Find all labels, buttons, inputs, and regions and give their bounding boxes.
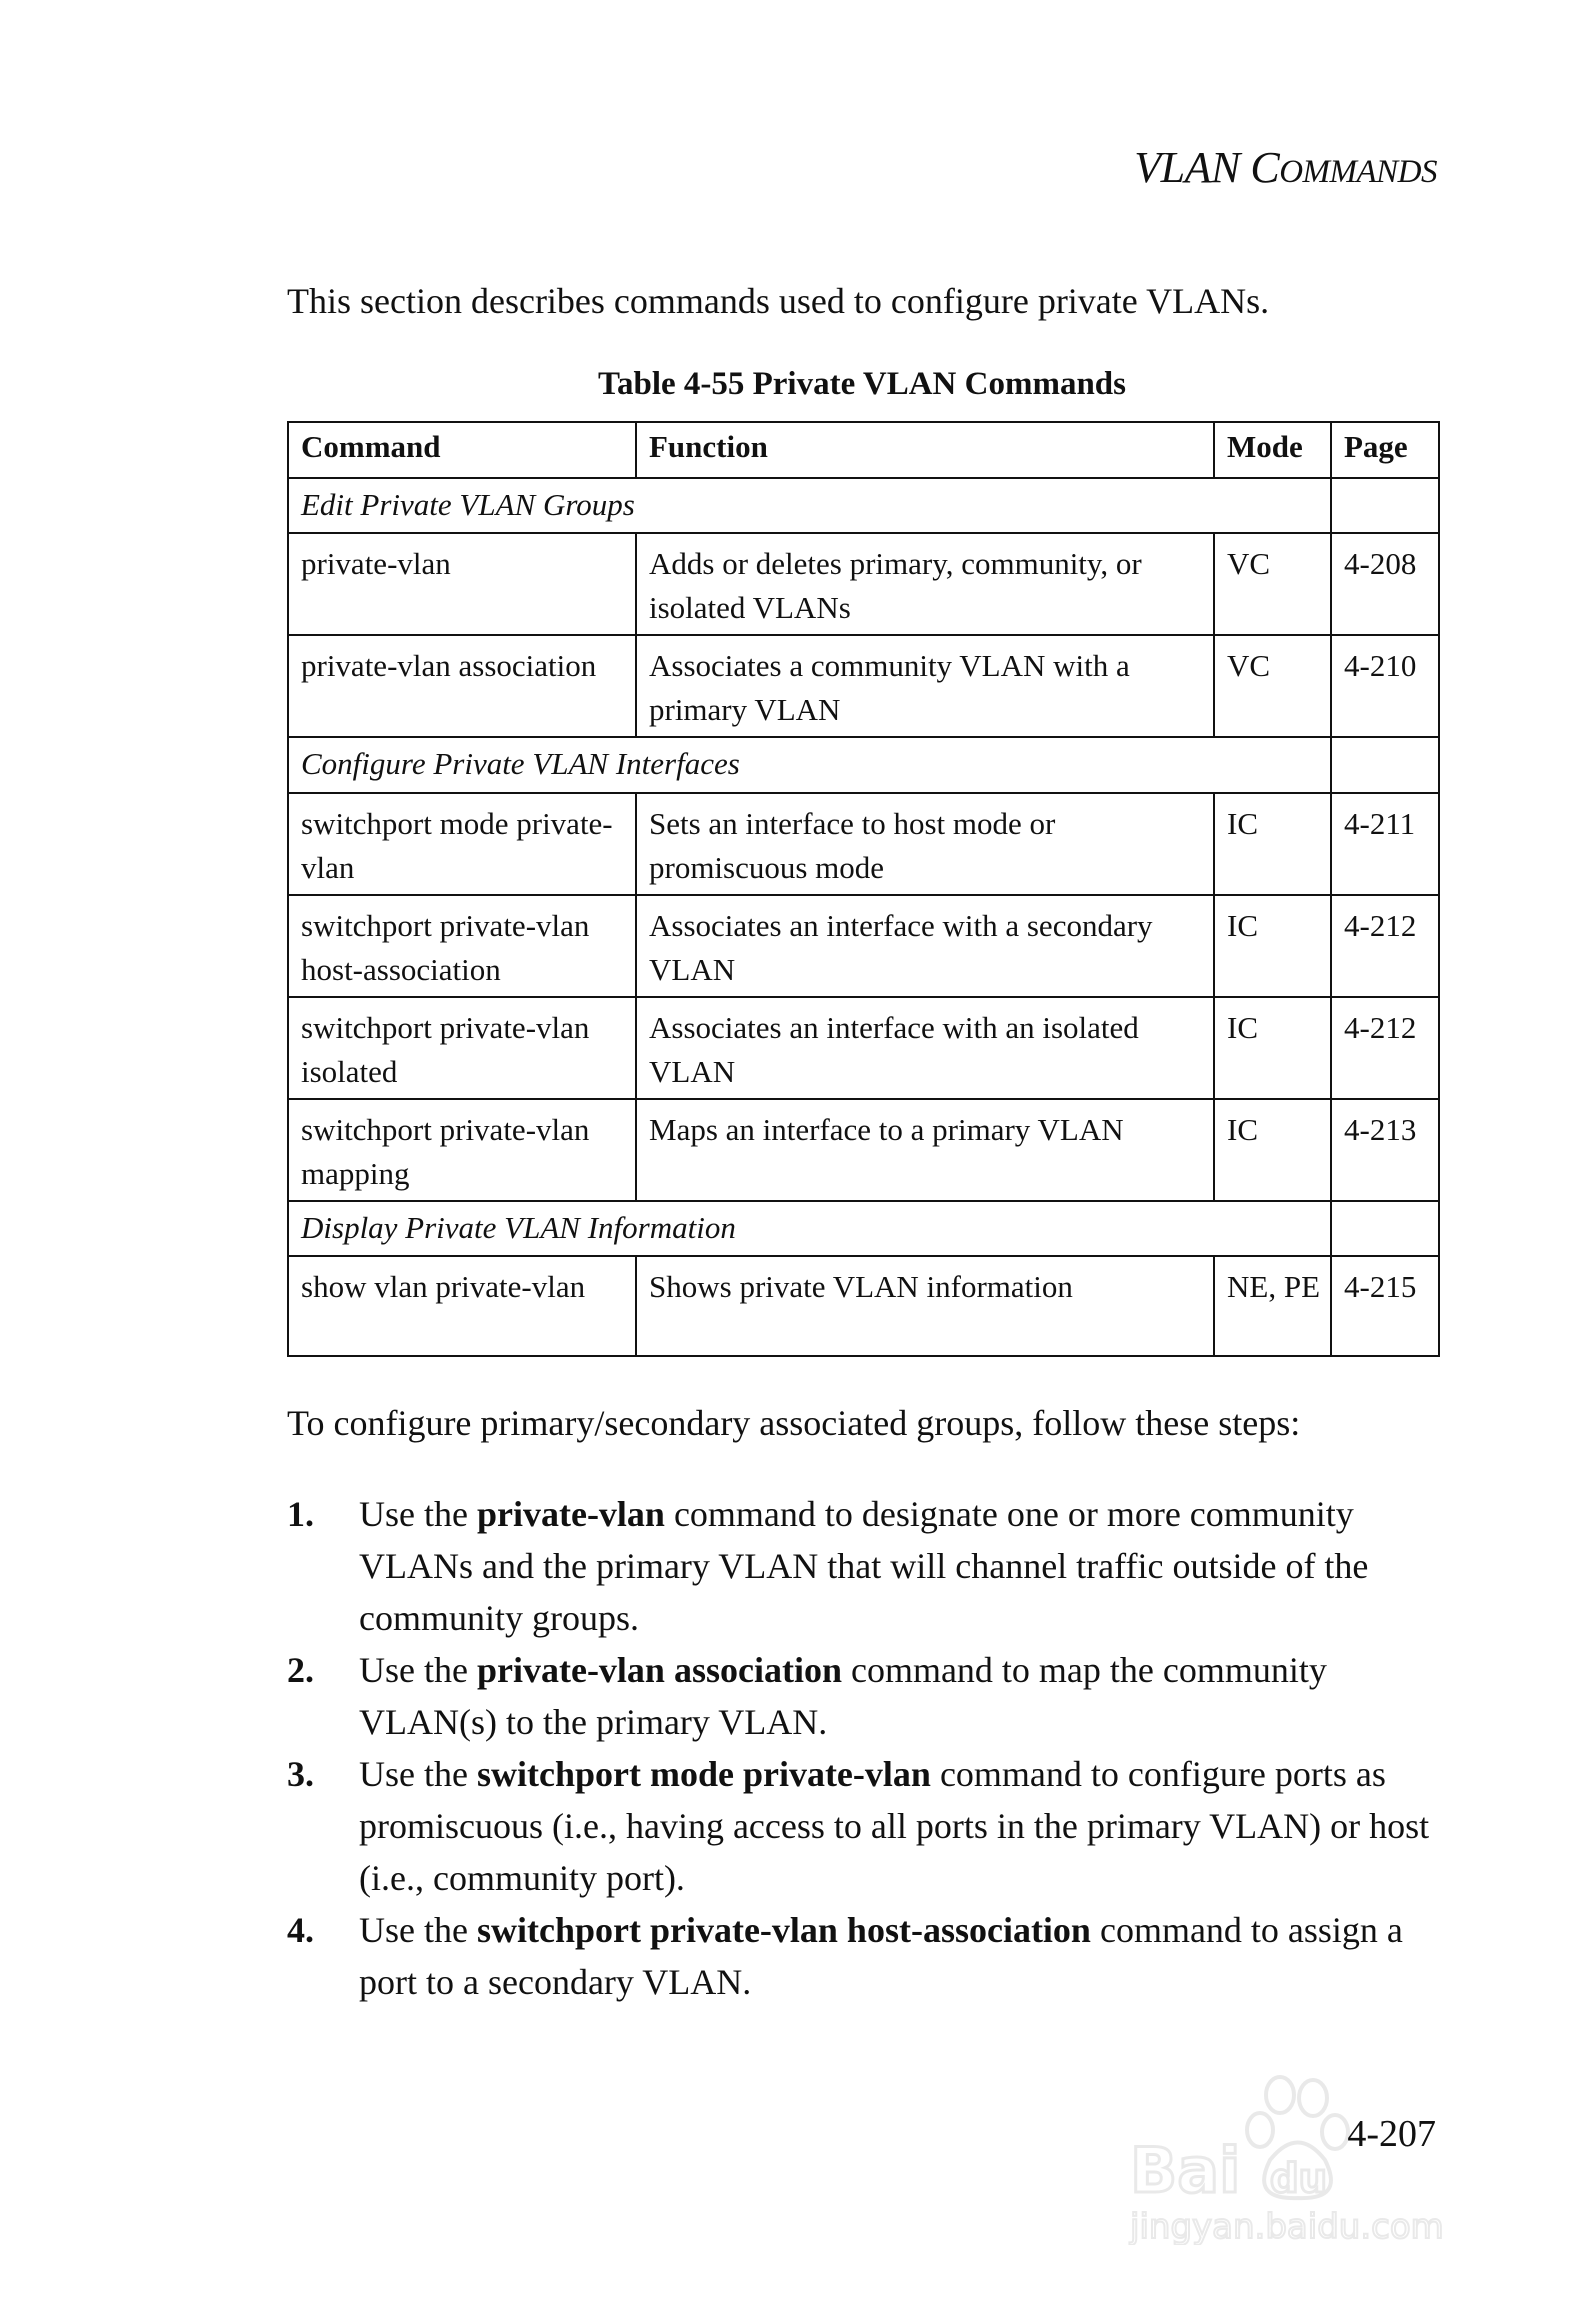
svg-text:Bai: Bai <box>1130 2134 1241 2207</box>
table-row <box>288 533 1439 635</box>
step-command: private-vlan association <box>476 1650 842 1690</box>
table-header-row <box>288 422 1439 478</box>
step-command: switchport mode private-vlan <box>476 1754 931 1794</box>
step-text: command to map the community VLAN(s) to the primary VLAN. <box>359 1650 1327 1742</box>
column-header: Mode <box>1214 422 1331 478</box>
table-row <box>288 895 1439 997</box>
command-cell: switchport private-vlan host-association <box>288 895 636 997</box>
table-row <box>288 997 1439 1099</box>
section-row <box>288 737 1439 793</box>
step-text: Use the <box>359 1910 477 1950</box>
step-text: Use the <box>359 1494 477 1534</box>
header-title: VLAN C <box>1134 143 1280 192</box>
step-command: switchport private-vlan host-association <box>476 1910 1091 1950</box>
table-row <box>288 1099 1439 1201</box>
page-cell: 4-212 <box>1331 895 1439 997</box>
step-item <box>287 1748 1447 1904</box>
intro-text: This section describes commands used to configure private VLANs. <box>287 281 1270 321</box>
column-header: Function <box>636 422 1214 478</box>
step-command: private-vlan <box>476 1494 665 1534</box>
empty-cell <box>1331 1201 1439 1256</box>
page-cell: 4-210 <box>1331 635 1439 737</box>
page-cell: 4-211 <box>1331 793 1439 895</box>
step-item <box>287 1488 1447 1644</box>
command-cell: switchport private-vlan mapping <box>288 1099 636 1201</box>
step-item <box>287 1904 1447 2008</box>
command-cell: switchport private-vlan isolated <box>288 997 636 1099</box>
page-cell: 4-213 <box>1331 1099 1439 1201</box>
step-text: Use the <box>359 1754 477 1794</box>
svg-text:jingyan.baidu.com: jingyan.baidu.com <box>1130 2207 1444 2245</box>
mode-cell: IC <box>1214 895 1331 997</box>
page-number: 4-207 <box>1347 2113 1436 2155</box>
command-cell: show vlan private-vlan <box>288 1256 636 1356</box>
empty-cell <box>1331 737 1439 793</box>
baidu-watermark-logo <box>1120 2070 1490 2245</box>
page-cell: 4-215 <box>1331 1256 1439 1356</box>
section-row <box>288 1201 1439 1256</box>
step-text: command to designate one or more community VLANs and the primary VLAN that will channel traffic outside of the community groups. <box>359 1494 1369 1638</box>
function-cell: Adds or deletes primary, community, or isolated VLANs <box>636 533 1214 635</box>
table-row <box>288 1256 1439 1356</box>
step-number: 2. <box>287 1650 314 1690</box>
table-row <box>288 635 1439 737</box>
empty-cell <box>1331 478 1439 533</box>
step-number: 3. <box>287 1754 314 1794</box>
step-number: 4. <box>287 1910 314 1950</box>
table-caption: Table 4-55 Private VLAN Commands <box>597 366 1127 402</box>
section-title: Edit Private VLAN Groups <box>288 478 1331 533</box>
function-cell: Maps an interface to a primary VLAN <box>636 1099 1214 1201</box>
column-header: Page <box>1331 422 1439 478</box>
command-cell: switchport mode private-vlan <box>288 793 636 895</box>
step-text: command to assign a port to a secondary VLAN. <box>359 1910 1403 2002</box>
page-cell: 4-212 <box>1331 997 1439 1099</box>
function-cell: Associates a community VLAN with a primary VLAN <box>636 635 1214 737</box>
steps-intro: To configure primary/secondary associated groups, follow these steps: <box>287 1403 1301 1443</box>
step-text: Use the <box>359 1650 477 1690</box>
function-cell: Associates an interface with an isolated VLAN <box>636 997 1214 1099</box>
mode-cell: IC <box>1214 1099 1331 1201</box>
command-cell: private-vlan association <box>288 635 636 737</box>
page-cell: 4-208 <box>1331 533 1439 635</box>
running-header <box>1134 142 1437 193</box>
function-cell: Associates an interface with a secondary VLAN <box>636 895 1214 997</box>
command-cell: private-vlan <box>288 533 636 635</box>
mode-cell: NE, PE <box>1214 1256 1331 1356</box>
private-vlan-commands-table <box>287 421 1440 1357</box>
mode-cell: VC <box>1214 533 1331 635</box>
table-row <box>288 793 1439 895</box>
section-title: Configure Private VLAN Interfaces <box>288 737 1331 793</box>
mode-cell: IC <box>1214 793 1331 895</box>
section-title: Display Private VLAN Information <box>288 1201 1331 1256</box>
mode-cell: VC <box>1214 635 1331 737</box>
mode-cell: IC <box>1214 997 1331 1099</box>
steps-list <box>287 1488 1447 2008</box>
section-row <box>288 478 1439 533</box>
step-number: 1. <box>287 1494 314 1534</box>
header-title-smallcaps: OMMANDS <box>1279 154 1437 190</box>
step-item <box>287 1644 1447 1748</box>
column-header: Command <box>288 422 636 478</box>
svg-text:du: du <box>1270 2156 1328 2202</box>
function-cell: Sets an interface to host mode or promiscuous mode <box>636 793 1214 895</box>
function-cell: Shows private VLAN information <box>636 1256 1214 1356</box>
step-text: command to configure ports as promiscuous (i.e., having access to all ports in the primary VLAN) or host (i.e., community port). <box>359 1754 1430 1898</box>
